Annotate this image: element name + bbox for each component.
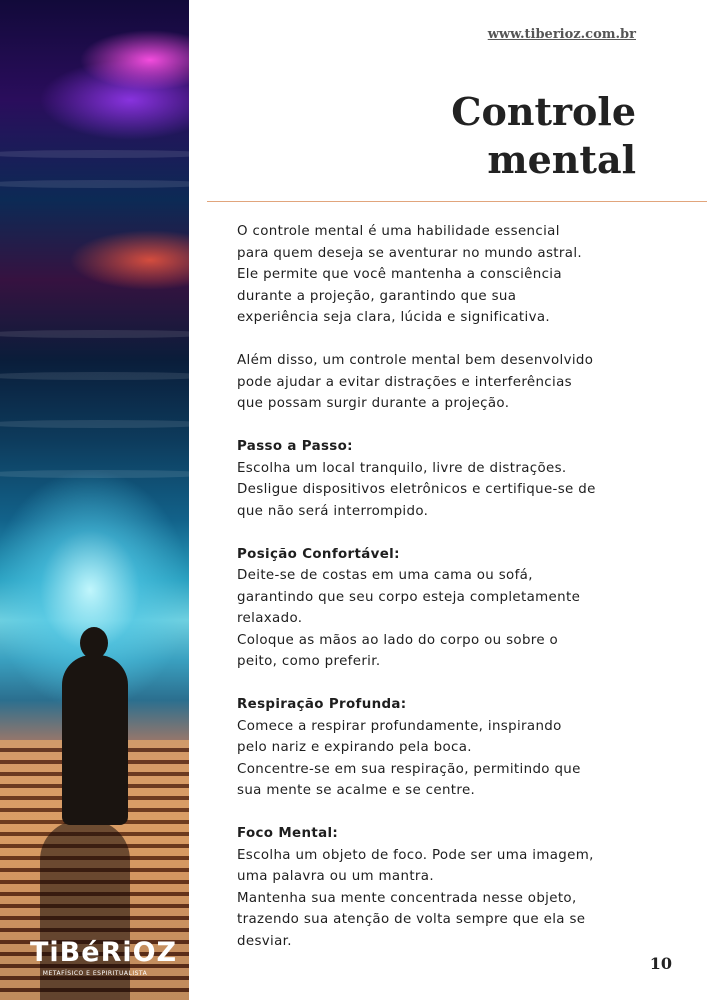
- site-url-link[interactable]: www.tiberioz.com.br: [487, 27, 636, 42]
- text-line: que não será interrompido.: [237, 503, 429, 519]
- text-line: relaxado.: [237, 611, 303, 626]
- text-line: trazendo sua atenção de volta sempre que ela se: [237, 912, 586, 927]
- text-line: Coloque as mãos ao lado do corpo ou sobre o: [237, 632, 559, 648]
- section-passo-a-passo: [237, 436, 647, 522]
- text-line: peito, como preferir.: [237, 654, 381, 669]
- text-line: que possam surgir durante a projeção.: [237, 396, 510, 411]
- text-line: durante a projeção, garantindo que sua: [237, 288, 517, 304]
- text-line: Ele permite que você mantenha a consciência: [237, 267, 562, 282]
- section-posicao-confortavel: [237, 544, 647, 673]
- text-line: pelo nariz e expirando pela boca.: [237, 740, 472, 755]
- section-heading: Passo a Passo:: [237, 439, 353, 454]
- title-line-1: Controle: [451, 89, 636, 134]
- text-line: pode ajudar a evitar distrações e interferências: [237, 374, 572, 390]
- text-line: garantindo que seu corpo esteja completamente: [237, 589, 581, 605]
- text-line: Além disso, um controle mental bem desenvolvido: [237, 353, 594, 368]
- intro-paragraph-2: [237, 350, 647, 415]
- text-line: experiência seja clara, lúcida e significativa.: [237, 310, 551, 325]
- text-line: Escolha um local tranquilo, livre de distrações.: [237, 460, 567, 476]
- page-number: 10: [649, 954, 672, 973]
- standing-figure: [62, 655, 128, 825]
- logo-tagline: METAFÍSICO E ESPIRITUALISTA: [42, 970, 148, 977]
- cosmic-tunnel-illustration: [0, 0, 189, 1000]
- text-line: uma palavra ou um mantra.: [237, 869, 434, 884]
- text-line: Escolha um objeto de foco. Pode ser uma imagem,: [237, 847, 594, 863]
- text-line: Concentre-se em sua respiração, permitindo que: [237, 761, 581, 777]
- body-content: [237, 221, 647, 952]
- section-respiracao-profunda: [237, 694, 647, 802]
- section-foco-mental: [237, 823, 647, 952]
- brand-logo: [30, 937, 178, 977]
- page-title: [451, 88, 636, 184]
- text-line: para quem deseja se aventurar no mundo astral.: [237, 245, 582, 261]
- text-line: Deite-se de costas em uma cama ou sofá,: [237, 568, 533, 583]
- section-heading: Foco Mental:: [237, 826, 339, 841]
- text-line: Desligue dispositivos eletrônicos e certifique-se de: [237, 482, 596, 497]
- intro-paragraph-1: [237, 221, 647, 329]
- section-heading: Posição Confortável:: [237, 546, 400, 562]
- text-line: O controle mental é uma habilidade essencial: [237, 224, 560, 239]
- text-line: sua mente se acalme e se centre.: [237, 783, 476, 798]
- text-line: Comece a respirar profundamente, inspirando: [237, 718, 562, 734]
- text-line: desviar.: [237, 933, 292, 949]
- logo-wordmark: TiBéRiOZ: [30, 937, 178, 968]
- text-line: Mantenha sua mente concentrada nesse objeto,: [237, 890, 577, 906]
- section-heading: Respiração Profunda:: [237, 697, 407, 712]
- title-line-2: mental: [487, 137, 636, 182]
- title-divider: [207, 201, 707, 202]
